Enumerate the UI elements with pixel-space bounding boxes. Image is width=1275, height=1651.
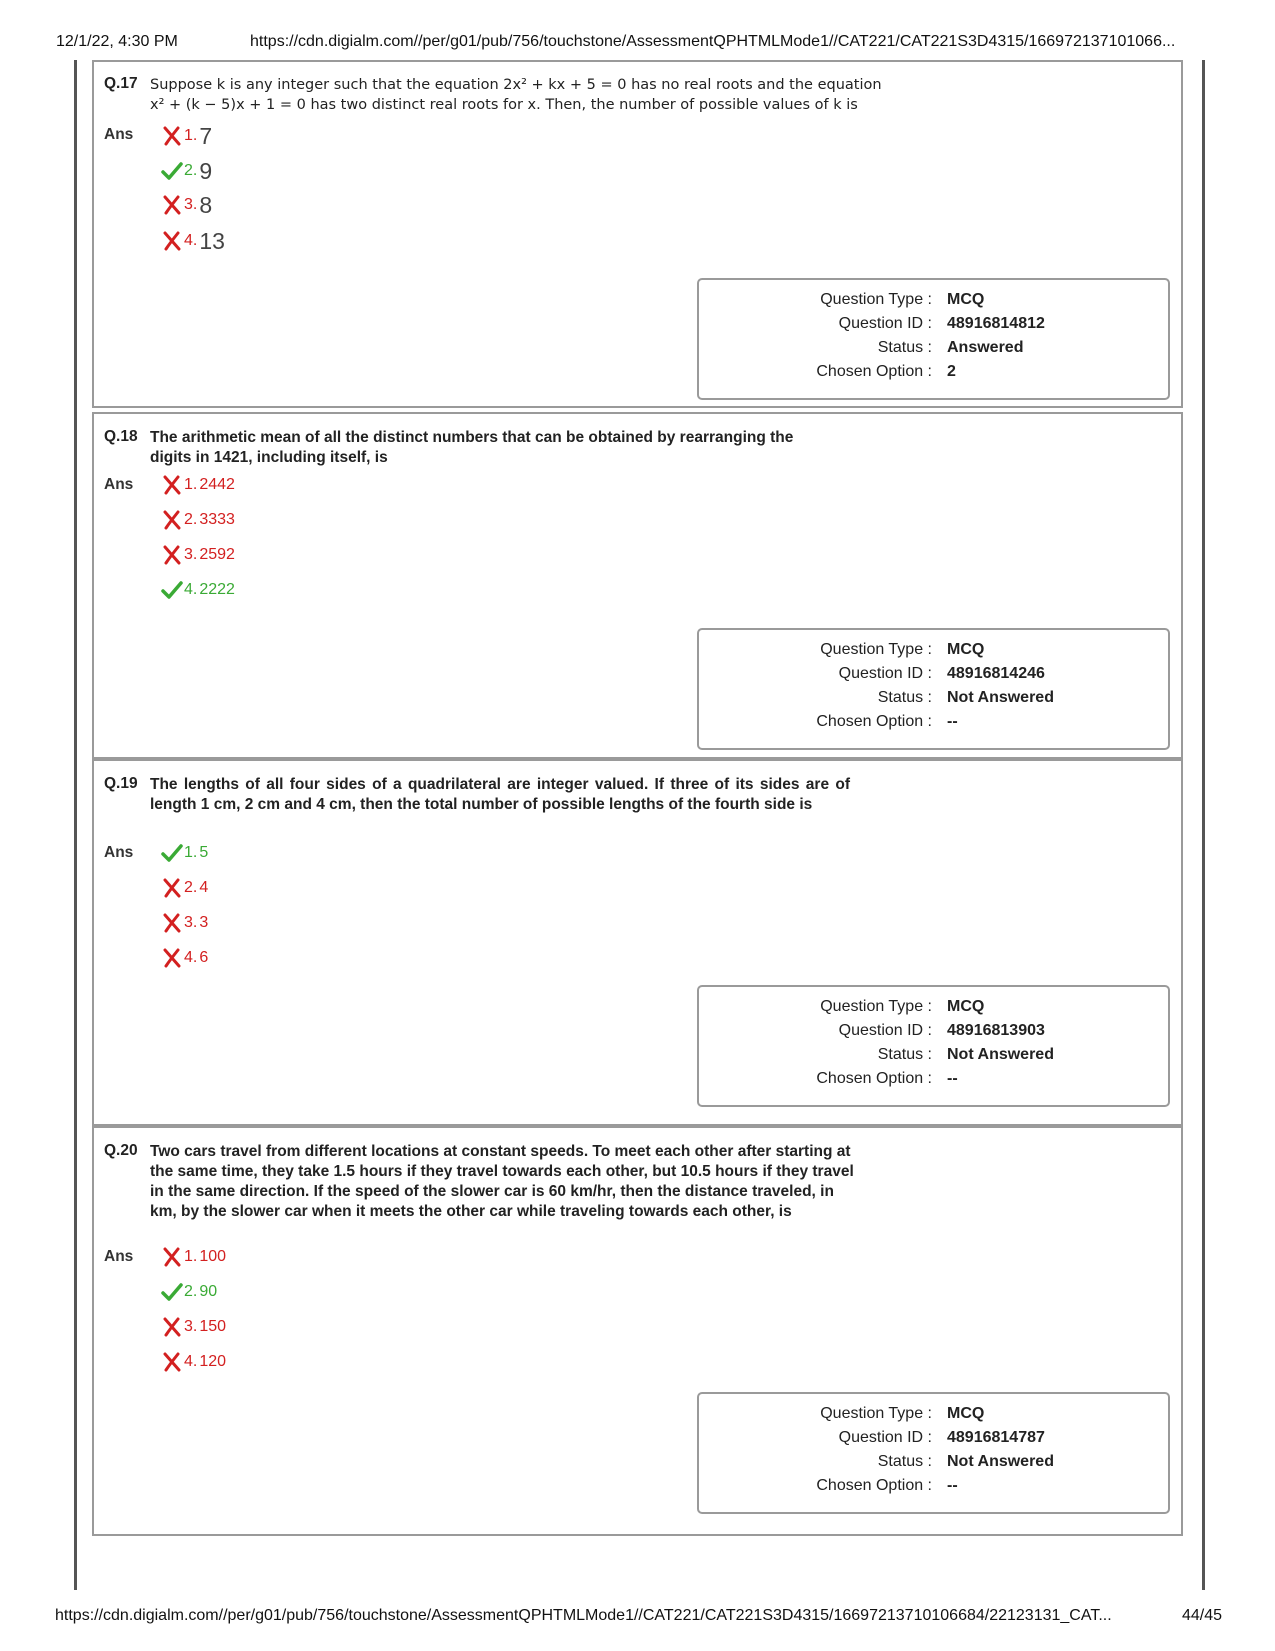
- left-border-line: [74, 60, 77, 1590]
- option-4: [160, 228, 225, 254]
- option-value: 4: [199, 879, 209, 896]
- ans-label: Ans: [104, 1248, 134, 1265]
- option-value: 7: [199, 122, 213, 149]
- check-icon: [160, 581, 184, 599]
- option-3: [160, 542, 235, 568]
- info-value: 48916814787: [947, 1429, 1045, 1446]
- info-question-type: [699, 641, 1168, 665]
- info-value: 48916814812: [947, 315, 1045, 332]
- option-1: [160, 123, 212, 149]
- question-text-line: x² + (k − 5)x + 1 = 0 has two distinct real roots for x. Then, the number of possible values of k is: [150, 97, 858, 113]
- check-icon: [160, 1283, 184, 1301]
- option-index: 4.: [184, 1353, 198, 1370]
- info-label: Question ID :: [838, 1022, 932, 1039]
- info-label: Question Type :: [820, 1405, 932, 1422]
- question-block-17: [92, 60, 1183, 408]
- cross-icon: [160, 913, 184, 933]
- option-value: 2442: [199, 476, 235, 493]
- print-datetime: 12/1/22, 4:30 PM: [56, 33, 178, 50]
- cross-icon: [160, 1247, 184, 1267]
- question-number: Q.17: [104, 75, 138, 92]
- option-index: 2.: [184, 1283, 198, 1300]
- info-label: Status :: [877, 689, 932, 706]
- question-info-box: [697, 628, 1170, 750]
- info-label: Chosen Option :: [816, 713, 932, 730]
- option-index: 2.: [184, 511, 198, 528]
- info-value: Answered: [947, 339, 1024, 356]
- info-label: Status :: [877, 1046, 932, 1063]
- info-value: Not Answered: [947, 1046, 1054, 1063]
- question-number: Q.20: [104, 1142, 138, 1159]
- option-index: 3.: [184, 914, 198, 931]
- question-block-20: [92, 1126, 1183, 1536]
- info-status: [699, 689, 1168, 713]
- info-question-id: [699, 1022, 1168, 1046]
- option-value: 3: [199, 914, 209, 931]
- option-4: [160, 945, 208, 971]
- option-value: 150: [199, 1318, 227, 1335]
- info-value: MCQ: [947, 291, 985, 308]
- check-icon: [160, 844, 184, 862]
- info-chosen-option: [699, 713, 1168, 737]
- info-chosen-option: [699, 363, 1168, 387]
- option-index: 1.: [184, 127, 198, 144]
- cross-icon: [160, 195, 184, 215]
- ans-label: Ans: [104, 844, 134, 861]
- cross-icon: [160, 878, 184, 898]
- option-value: 120: [199, 1353, 227, 1370]
- cross-icon: [160, 545, 184, 565]
- option-index: 3.: [184, 546, 198, 563]
- cross-icon: [160, 126, 184, 146]
- info-question-id: [699, 665, 1168, 689]
- option-4: [160, 577, 235, 603]
- info-question-type: [699, 291, 1168, 315]
- question-text: [150, 75, 890, 115]
- info-value: 48916813903: [947, 1022, 1045, 1039]
- info-label: Question ID :: [838, 1429, 932, 1446]
- info-value: Not Answered: [947, 1453, 1054, 1470]
- question-info-box: [697, 985, 1170, 1107]
- option-3: [160, 1314, 226, 1340]
- question-number: Q.19: [104, 775, 138, 792]
- question-text: Two cars travel from different locations at constant speeds. To meet each other after starting at the same time, they take 1.5 hours if they travel towards each other, but 10.5 hours if they travel in the same direction. If the speed of the slower car is 60 km/hr, then the distance traveled, in km, by the slower car when it meets the other car while traveling towards each other, is: [150, 1143, 854, 1220]
- cross-icon: [160, 231, 184, 251]
- info-value: --: [947, 1477, 958, 1494]
- info-label: Question ID :: [838, 665, 932, 682]
- info-value: 2: [947, 363, 956, 380]
- option-value: 100: [199, 1248, 227, 1265]
- question-block-18: [92, 412, 1183, 759]
- option-index: 1.: [184, 476, 198, 493]
- option-index: 3.: [184, 196, 198, 213]
- info-label: Status :: [877, 1453, 932, 1470]
- question-info-box: [697, 1392, 1170, 1514]
- question-number: Q.18: [104, 428, 138, 445]
- option-value: 9: [199, 157, 213, 184]
- cross-icon: [160, 948, 184, 968]
- page-number: 44/45: [1182, 1607, 1223, 1624]
- option-value: 13: [199, 227, 225, 254]
- option-value: 5: [199, 844, 209, 861]
- info-value: --: [947, 713, 958, 730]
- info-question-id: [699, 315, 1168, 339]
- info-question-id: [699, 1429, 1168, 1453]
- option-4: [160, 1349, 226, 1375]
- option-3: [160, 192, 212, 218]
- info-question-type: [699, 998, 1168, 1022]
- option-index: 1.: [184, 1248, 198, 1265]
- info-value: Not Answered: [947, 689, 1054, 706]
- check-icon: [160, 162, 184, 180]
- info-label: Question Type :: [820, 291, 932, 308]
- option-value: 2592: [199, 546, 235, 563]
- question-text-line: Suppose k is any integer such that the equation 2x² + kx + 5 = 0 has no real roots and the equation: [150, 77, 882, 93]
- print-url: https://cdn.digialm.com//per/g01/pub/756/touchstone/AssessmentQPHTMLMode1//CAT221/CAT221S3D4315/166972137101066...: [250, 33, 1176, 50]
- option-3: [160, 910, 208, 936]
- info-label: Question Type :: [820, 998, 932, 1015]
- info-label: Chosen Option :: [816, 363, 932, 380]
- option-index: 4.: [184, 949, 198, 966]
- ans-label: Ans: [104, 126, 134, 143]
- info-value: MCQ: [947, 641, 985, 658]
- option-value: 6: [199, 949, 209, 966]
- ans-label: Ans: [104, 476, 134, 493]
- option-1: [160, 840, 208, 866]
- cross-icon: [160, 475, 184, 495]
- option-value: 90: [199, 1283, 218, 1300]
- cross-icon: [160, 1317, 184, 1337]
- footer-url: https://cdn.digialm.com//per/g01/pub/756/touchstone/AssessmentQPHTMLMode1//CAT221/CAT221S3D4315/16697213710106684/22123131_CAT...: [55, 1607, 1112, 1624]
- option-index: 4.: [184, 232, 198, 249]
- right-border-line: [1202, 60, 1205, 1590]
- cross-icon: [160, 1352, 184, 1372]
- info-value: MCQ: [947, 1405, 985, 1422]
- info-label: Question ID :: [838, 315, 932, 332]
- option-index: 2.: [184, 162, 198, 179]
- option-index: 2.: [184, 879, 198, 896]
- info-label: Chosen Option :: [816, 1070, 932, 1087]
- option-1: [160, 1244, 226, 1270]
- option-index: 1.: [184, 844, 198, 861]
- info-value: MCQ: [947, 998, 985, 1015]
- question-block-19: [92, 759, 1183, 1126]
- info-question-type: [699, 1405, 1168, 1429]
- question-info-box: [697, 278, 1170, 400]
- info-chosen-option: [699, 1070, 1168, 1094]
- option-index: 4.: [184, 581, 198, 598]
- info-label: Chosen Option :: [816, 1477, 932, 1494]
- question-text: The lengths of all four sides of a quadrilateral are integer valued. If three of its sides are of length 1 cm, 2 cm and 4 cm, then the total number of possible lengths of the fourth side is: [150, 776, 850, 813]
- option-value: 8: [199, 191, 213, 218]
- question-text: The arithmetic mean of all the distinct numbers that can be obtained by rearranging the digits in 1421, including itself, is: [150, 429, 794, 466]
- info-value: 48916814246: [947, 665, 1045, 682]
- info-chosen-option: [699, 1477, 1168, 1501]
- option-2: [160, 1279, 217, 1305]
- info-status: [699, 339, 1168, 363]
- info-label: Question Type :: [820, 641, 932, 658]
- cross-icon: [160, 510, 184, 530]
- info-value: --: [947, 1070, 958, 1087]
- option-2: [160, 507, 235, 533]
- info-label: Status :: [877, 339, 932, 356]
- option-1: [160, 472, 235, 498]
- option-index: 3.: [184, 1318, 198, 1335]
- option-2: [160, 158, 212, 184]
- option-2: [160, 875, 208, 901]
- option-value: 2222: [199, 581, 235, 598]
- option-value: 3333: [199, 511, 235, 528]
- info-status: [699, 1453, 1168, 1477]
- info-status: [699, 1046, 1168, 1070]
